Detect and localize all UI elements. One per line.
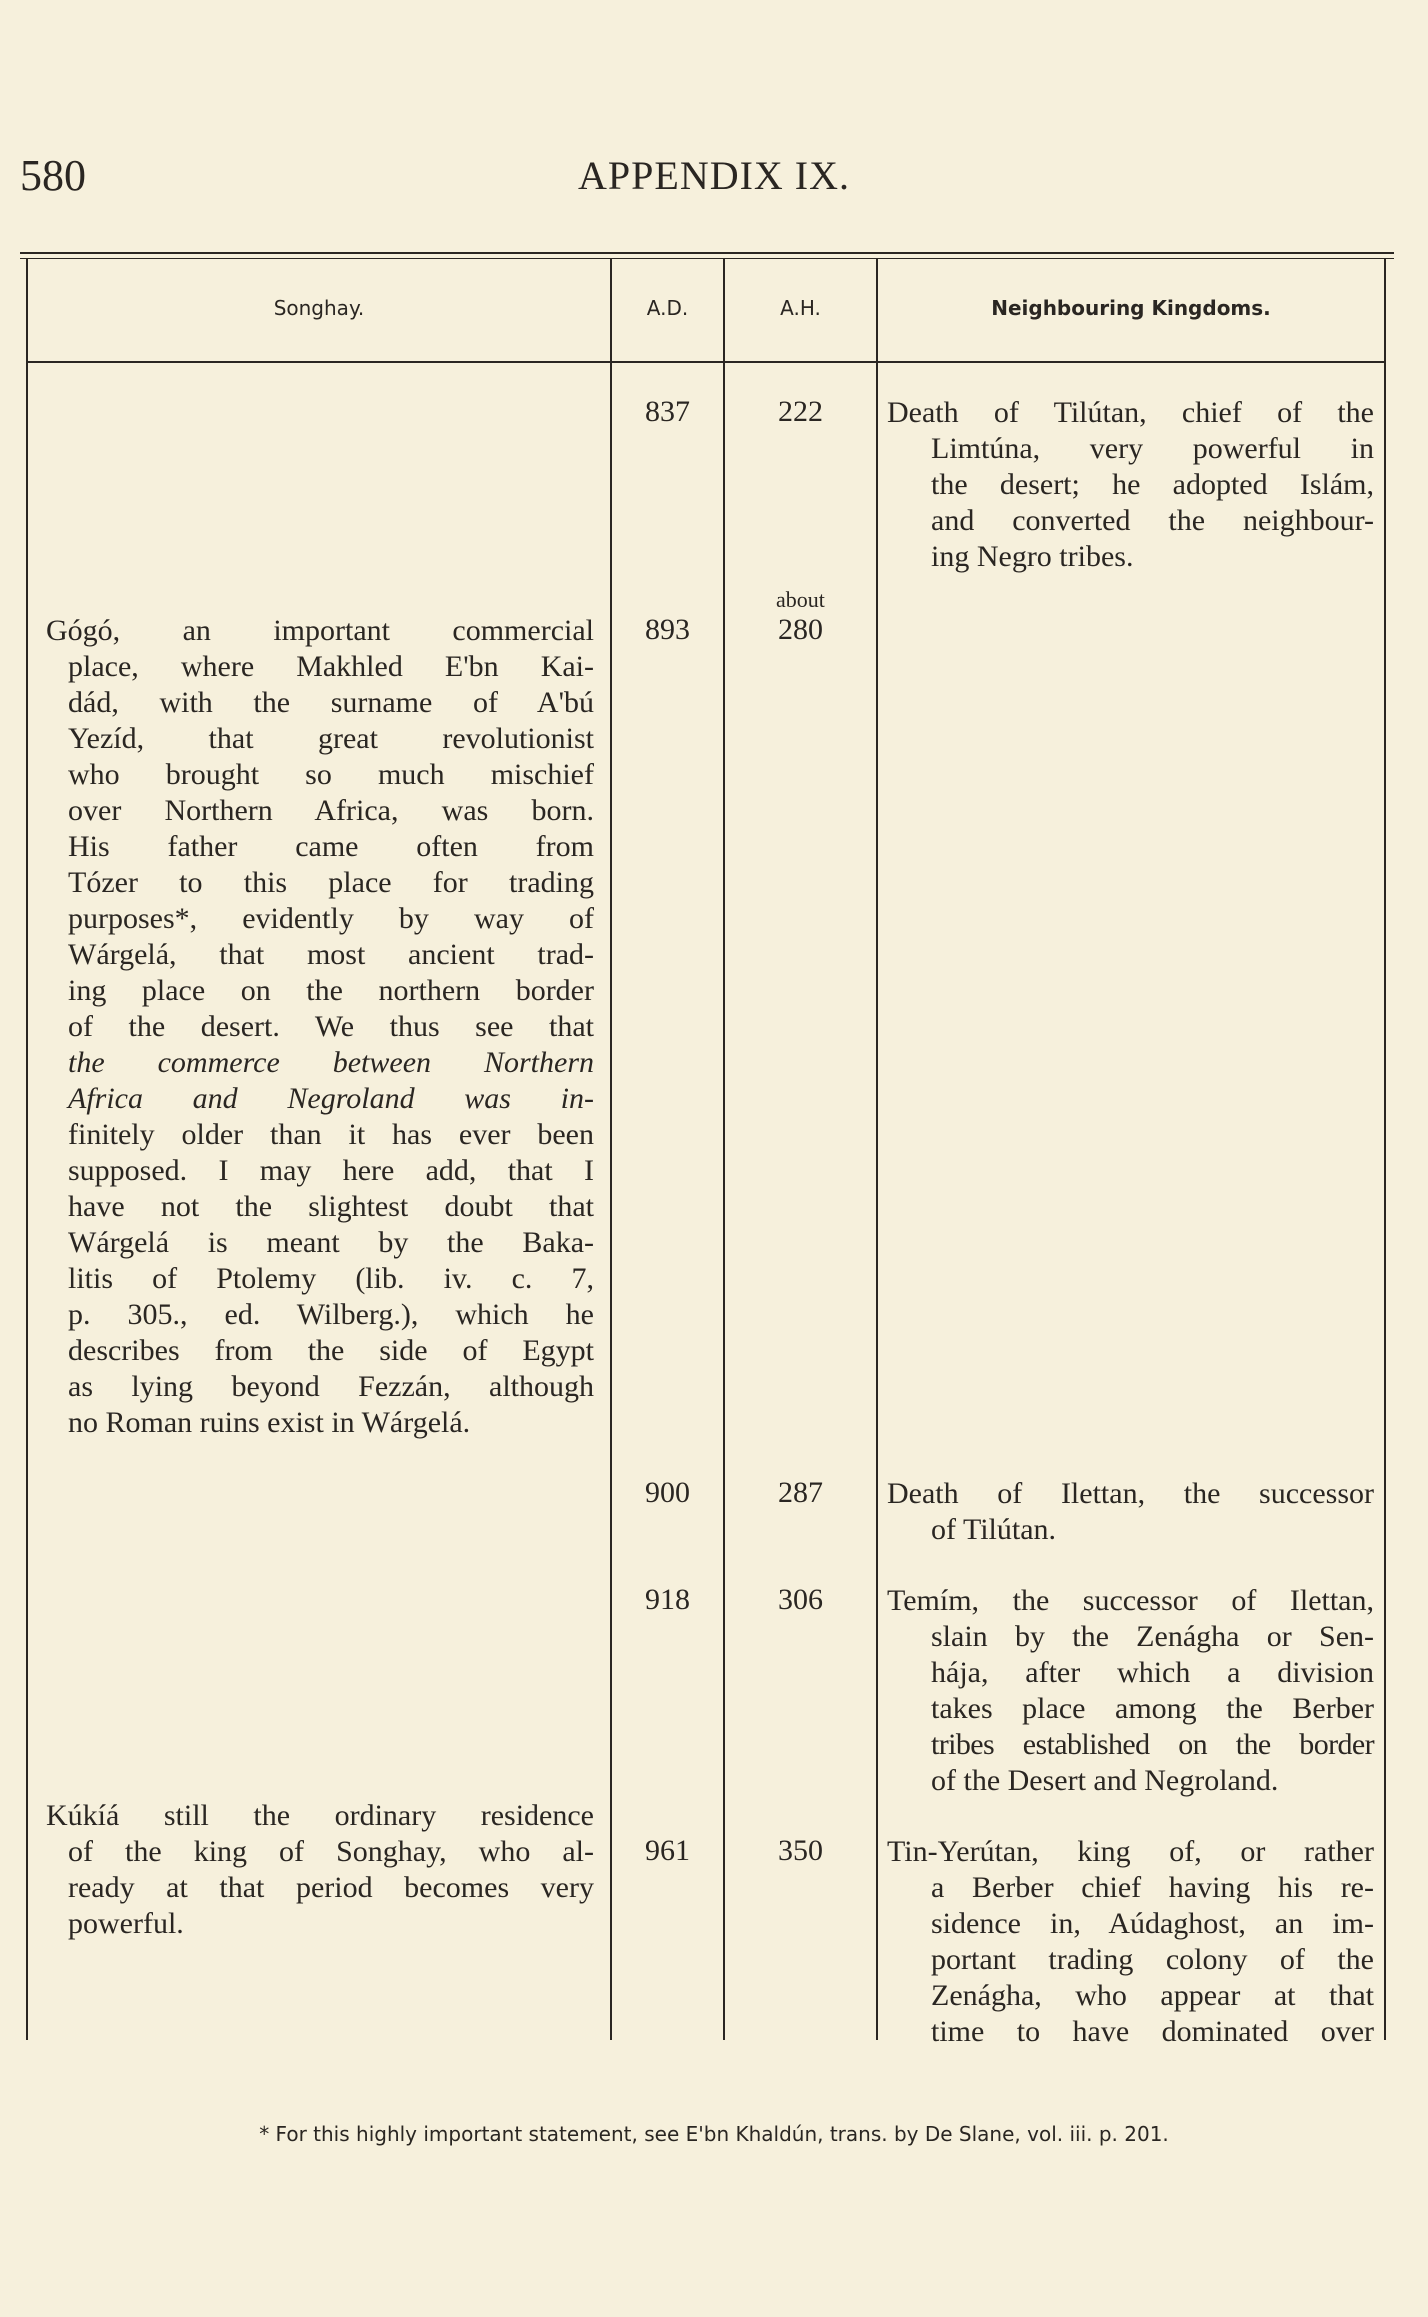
- neighbouring-entry: Death of Ilettan, the successor of Tilútan.: [887, 1477, 1374, 1546]
- divider-songhay-ad: [610, 258, 612, 2040]
- footnote: * For this highly important statement, see E'bn Khaldún, trans. by De Slane, vol. iii. p. 201.: [259, 2122, 1169, 2146]
- ad-year: 918: [645, 1583, 690, 1616]
- table-top-rule: [20, 252, 1394, 254]
- header-ah: A.H.: [780, 296, 821, 320]
- header-neighbouring: Neighbouring Kingdoms.: [991, 296, 1271, 320]
- ad-year: 837: [645, 395, 690, 428]
- header-songhay: Songhay.: [273, 296, 365, 320]
- table-top-rule-inner: [20, 258, 1394, 259]
- songhay-entry: Kúkíá still the ordinary residence of the king of Songhay, who al- ready at that period becomes very powerful.: [46, 1799, 594, 1940]
- left-border: [26, 258, 28, 2040]
- neighbouring-entry: Temím, the successor of Ilettan, slain by the Zenágha or Sen- hája, after which a division takes place among the Berber tribes established on the border of the Desert and Negroland.: [887, 1584, 1374, 1797]
- ah-year: 287: [778, 1476, 823, 1509]
- right-border: [1384, 258, 1386, 2040]
- divider-ah-neighbouring: [876, 258, 878, 2040]
- ah-year: 350: [778, 1834, 823, 1867]
- ad-year: 893: [645, 613, 690, 646]
- page-number: 580: [20, 151, 86, 200]
- running-head: APPENDIX IX.: [578, 153, 850, 198]
- ad-year: 900: [645, 1476, 690, 1509]
- header-rule: [26, 361, 1384, 363]
- ah-about-note: about: [776, 587, 825, 612]
- divider-ad-ah: [723, 258, 725, 2040]
- ah-year: 280: [778, 613, 823, 646]
- neighbouring-entry: Tin-Yerútan, king of, or rather a Berber chief having his re- sidence in, Aúdaghost, an im- portant trading colony of the Zenágha, who appear at that time to have dominated over: [887, 1835, 1374, 2048]
- songhay-entry: Gógó, an important commercial place, where Makhled E'bn Kai- dád, with the surname of A'bú Yezíd, that great revolutionist who brought so much mischief over Northern Africa, was born. His father came often from Tózer to this place for trading purposes*, evidently by way of Wárgelá, that most ancient trad- ing place on the northern border of the desert. We thus see that the commerce between Northern Africa and Negroland was in- finitely older than it has ever been supposed. I may here add, that I have not the slightest doubt that Wárgelá is meant by the Baka- litis of Ptolemy (lib. iv. c. 7, p. 305., ed. Wilberg.), which he describes from the side of Egypt as lying beyond Fezzán, although no Roman ruins exist in Wárgelá.: [46, 614, 594, 1439]
- ah-year: 222: [778, 395, 823, 428]
- ah-year: 306: [778, 1583, 823, 1616]
- ad-year: 961: [645, 1834, 690, 1867]
- neighbouring-entry: Death of Tilútan, chief of the Limtúna, very powerful in the desert; he adopted Islám, and converted the neighbour- ing Negro tribes.: [887, 396, 1374, 573]
- header-ad: A.D.: [646, 296, 689, 320]
